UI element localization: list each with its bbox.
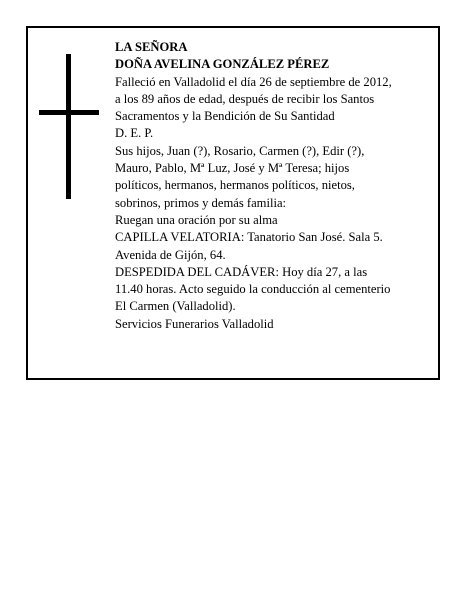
notice-body-line: DESPEDIDA DEL CADÁVER: Hoy día 27, a las — [115, 264, 368, 279]
notice-body-line: a los 89 años de edad, después de recibir los Santos — [115, 91, 375, 106]
notice-body-line: Mauro, Pablo, Mª Luz, José y Mª Teresa; hijos — [115, 161, 350, 176]
obituary-notice — [26, 26, 440, 380]
notice-body-line: D. E. P. — [115, 126, 154, 141]
notice-body-line: CAPILLA VELATORIA: Tanatorio San José. Sala 5. — [115, 230, 383, 245]
notice-body-line: El Carmen (Valladolid). — [115, 299, 236, 314]
notice-body-line: Sacramentos y la Bendición de Su Santidad — [115, 109, 335, 124]
notice-body-line: Ruegan una oración por su alma — [115, 212, 278, 227]
notice-body-line: Avenida de Gijón, 64. — [115, 247, 226, 262]
cross-icon — [39, 54, 99, 199]
cross-horizontal-bar — [39, 110, 99, 115]
notice-body-line: políticos, hermanos, hermanos políticos, nietos, — [115, 178, 355, 193]
notice-title-line-1: LA SEÑORA — [115, 40, 188, 54]
notice-title-line-2: DOÑA AVELINA GONZÁLEZ PÉREZ — [115, 57, 330, 72]
notice-body-line: Servicios Funerarios Valladolid — [115, 316, 274, 331]
notice-text — [115, 39, 435, 333]
notice-body-line: sobrinos, primos y demás familia: — [115, 195, 287, 210]
notice-body-line: Sus hijos, Juan (?), Rosario, Carmen (?), Edir (?), — [115, 143, 365, 158]
cross-vertical-bar — [66, 54, 71, 199]
notice-body-line: Falleció en Valladolid el día 26 de septiembre de 2012, — [115, 74, 392, 89]
notice-body-line: 11.40 horas. Acto seguido la conducción al cementerio — [115, 282, 391, 297]
